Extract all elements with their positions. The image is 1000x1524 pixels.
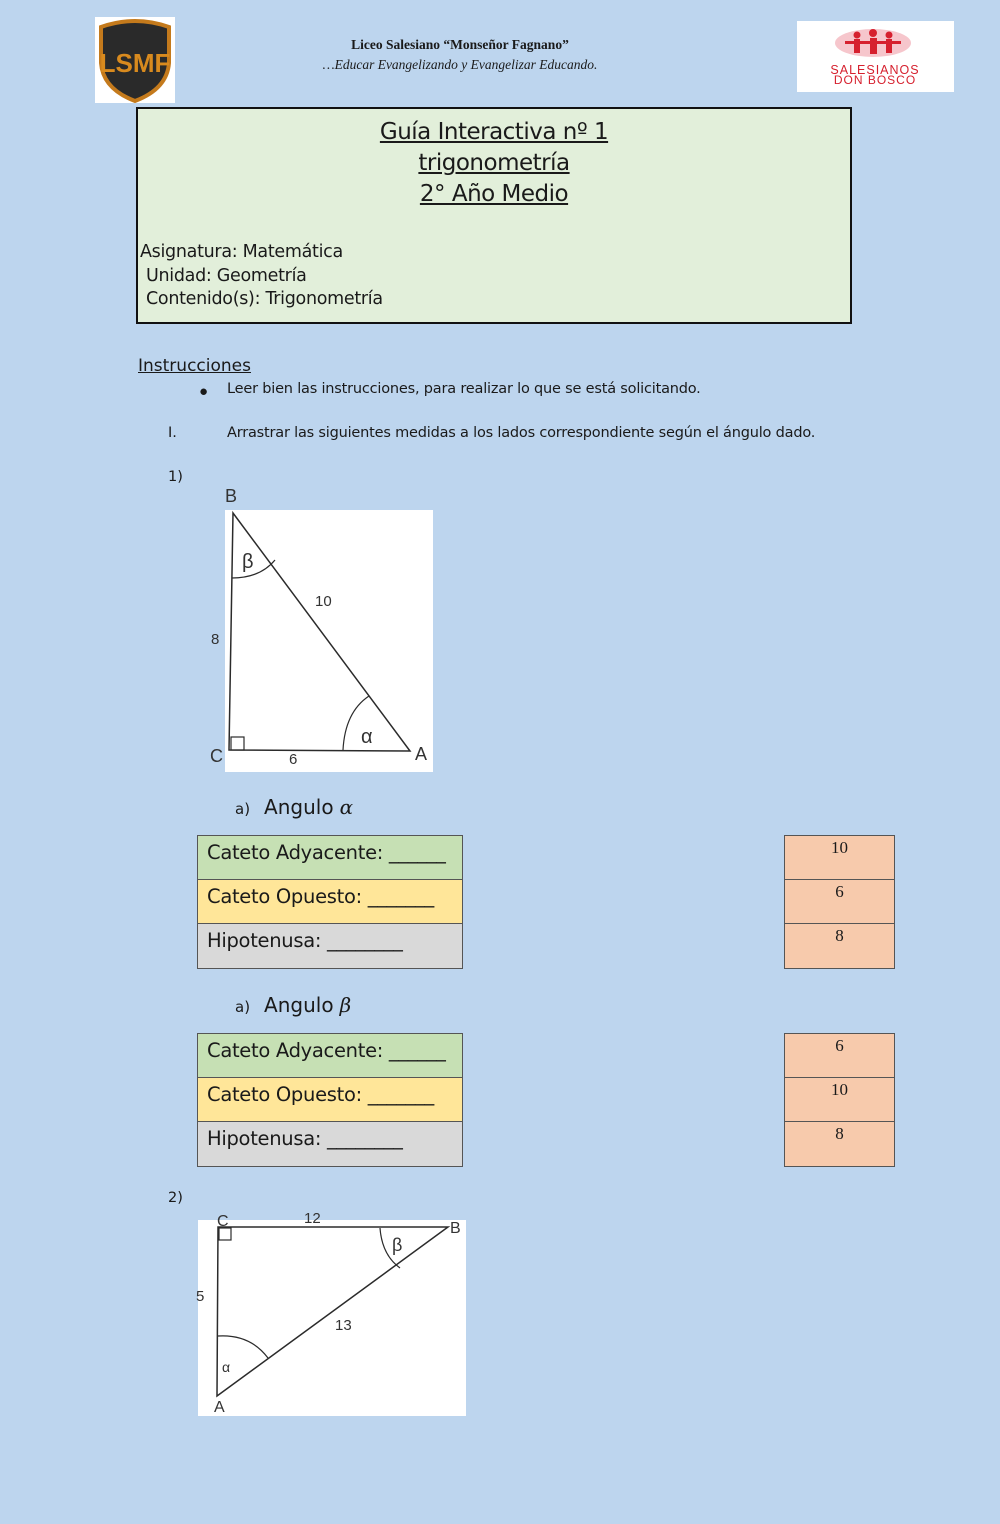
- part-letter: a): [235, 800, 251, 818]
- side-hyp-2: 13: [335, 1317, 352, 1334]
- part-letter: a): [235, 998, 251, 1016]
- drag-option[interactable]: 6: [785, 880, 894, 924]
- angle-alpha-2: α: [222, 1359, 231, 1375]
- drag-option[interactable]: 8: [785, 924, 894, 968]
- content-label: Contenido(s):: [146, 289, 261, 309]
- guide-grade: 2° Año Medio: [419, 181, 569, 207]
- vertex-a-2: A: [214, 1399, 225, 1416]
- unit-line: [146, 266, 307, 286]
- bullet-icon: ●: [199, 383, 209, 400]
- salesianos-logo: [797, 21, 954, 92]
- vertex-a-1: A: [415, 744, 428, 764]
- guide-topic: trigonometría: [418, 150, 570, 176]
- problem-2-number: 2): [168, 1190, 183, 1206]
- drop-zone-hypotenuse-beta[interactable]: Hipotenusa: ________: [198, 1122, 462, 1166]
- triangle-2-figure: [190, 1200, 470, 1420]
- angle-alpha-1: α: [361, 726, 373, 748]
- angle-word: Angulo: [264, 795, 334, 819]
- guide-title: Guía Interactiva nº 1: [379, 119, 609, 145]
- side-bottom-1: 6: [289, 751, 298, 768]
- side-left-1: 8: [211, 631, 220, 648]
- alpha-symbol: α: [339, 795, 354, 819]
- unit-label: Unidad: [146, 266, 206, 286]
- unit-value: : Geometría: [205, 266, 307, 286]
- drop-zone-adjacent-beta[interactable]: Cateto Adyacente: ______: [198, 1034, 462, 1078]
- logo-left-text: LSMF: [99, 48, 171, 78]
- vertex-b-1: B: [225, 486, 238, 506]
- angle-beta-heading: [235, 993, 351, 1017]
- drag-option[interactable]: 10: [785, 836, 894, 880]
- logo-right-text-2: DON BOSCO: [833, 73, 917, 87]
- angle-alpha-heading: [235, 795, 353, 819]
- logo-right-text-1: SALESIANOS: [830, 63, 920, 77]
- drag-option[interactable]: 8: [785, 1122, 894, 1166]
- angle-beta-2: β: [392, 1235, 403, 1255]
- instructions-heading: Instrucciones: [138, 356, 251, 376]
- school-logo-left: [95, 17, 175, 103]
- side-top-2: 12: [304, 1210, 321, 1227]
- drop-zone-adjacent-alpha[interactable]: Cateto Adyacente: ______: [198, 836, 462, 880]
- subject-line: [140, 242, 343, 262]
- vertex-c-2: C: [217, 1213, 229, 1230]
- subject-value: : Matemática: [231, 242, 343, 262]
- drop-zone-opposite-alpha[interactable]: Cateto Opuesto: _______: [198, 880, 462, 924]
- vertex-c-1: C: [210, 746, 223, 766]
- side-hyp-1: 10: [315, 593, 332, 610]
- problem-1-number: 1): [168, 469, 183, 485]
- side-left-2: 5: [196, 1288, 205, 1305]
- drop-zone-opposite-beta[interactable]: Cateto Opuesto: _______: [198, 1078, 462, 1122]
- drag-option[interactable]: 6: [785, 1034, 894, 1078]
- content-line: [146, 289, 383, 309]
- drag-options-beta: [784, 1033, 895, 1167]
- school-motto: …Educar Evangelizando y Evangelizar Educando.: [322, 57, 598, 72]
- drag-options-alpha: [784, 835, 895, 969]
- beta-symbol: β: [339, 993, 352, 1017]
- vertex-b-2: B: [450, 1220, 461, 1237]
- school-name: Liceo Salesiano “Monseñor Fagnano”: [351, 37, 569, 52]
- triangle-1-figure: [205, 480, 445, 780]
- drag-option[interactable]: 10: [785, 1078, 894, 1122]
- drop-zone-hypotenuse-alpha[interactable]: Hipotenusa: ________: [198, 924, 462, 968]
- angle-beta-1: β: [242, 551, 254, 573]
- answer-table-alpha: [197, 835, 463, 969]
- section-number: I.: [168, 425, 177, 441]
- title-box: [136, 107, 852, 324]
- angle-word: Angulo: [264, 993, 334, 1017]
- task-text: Arrastrar las siguientes medidas a los lados correspondiente según el ángulo dado.: [227, 425, 816, 441]
- instructions-bullet-text: Leer bien las instrucciones, para realizar lo que se está solicitando.: [227, 381, 701, 397]
- subject-label: Asignatura: [140, 242, 232, 262]
- content-value: Trigonometría: [260, 289, 383, 309]
- answer-table-beta: [197, 1033, 463, 1167]
